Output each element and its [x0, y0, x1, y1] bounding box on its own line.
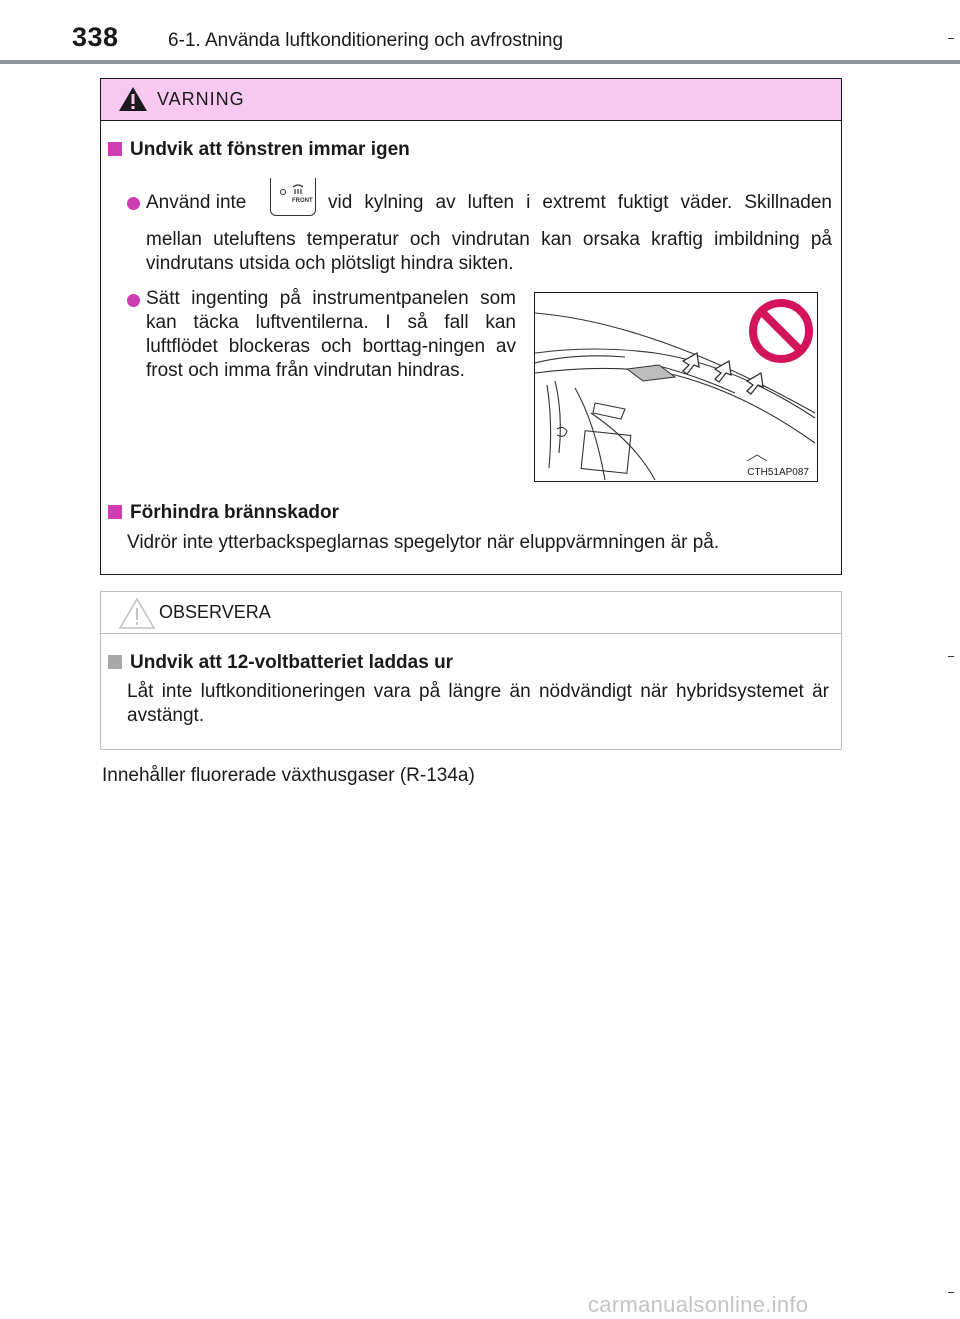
round-bullet-icon [127, 294, 140, 307]
svg-text:FRONT: FRONT [292, 198, 313, 204]
caution-triangle-icon [117, 596, 157, 630]
section-heading-fog: Undvik att fönstren immar igen [108, 139, 410, 161]
warning-triangle-icon [117, 85, 149, 113]
chapter-title: 6-1. Använda luftkonditionering och avfrostning [168, 30, 564, 51]
square-bullet-icon [108, 655, 122, 669]
square-bullet-icon [108, 505, 122, 519]
section-heading-battery: Undvik att 12-voltbatteriet laddas ur [108, 652, 453, 674]
page-header [0, 0, 960, 66]
crop-mark [948, 656, 954, 657]
crop-mark [948, 1292, 954, 1293]
bullet1-continuation: vid kylning av luften i extremt fuktigt väder. Skillnaden [328, 192, 832, 213]
front-defroster-button-icon [270, 178, 316, 216]
burns-body: Vidrör inte ytterbackspeglarnas spegelytor när eluppvärmningen är på. [127, 532, 720, 553]
crop-mark [948, 38, 954, 39]
warning-header [101, 79, 841, 121]
warning-title: VARNING [157, 89, 245, 109]
figure-code: CTH51AP087 [747, 467, 809, 478]
page-number: 338 [72, 22, 119, 52]
dashboard-vents-figure [535, 293, 816, 480]
notice-header [101, 592, 841, 634]
watermark: carmanualsonline.info [588, 1292, 809, 1317]
dashboard-illustration [534, 292, 818, 482]
bullet2-body: Sätt ingenting på instrumentpanelen som kan täcka luftventilerna. I så fall kan luftflödet blockeras och borttag-ningen av frost och imma från vindrutan hindras. [146, 288, 516, 381]
section-heading-burns: Förhindra brännskador [108, 502, 339, 524]
refrigerant-note: Innehåller fluorerade växthusgaser (R-134a) [102, 765, 475, 786]
header-rule [0, 60, 960, 64]
bullet1-lead: Använd inte [146, 192, 247, 213]
notice-title: OBSERVERA [159, 602, 271, 622]
round-bullet-icon [127, 197, 140, 210]
battery-body: Låt inte luftkonditioneringen vara på längre än nödvändigt när hybridsystemet är avstängt. [127, 681, 829, 726]
square-bullet-icon [108, 142, 122, 156]
bullet1-body: mellan uteluftens temperatur och vindrutan kan orsaka kraftig imbildning på vindrutans utsida och plötsligt hindra sikten. [146, 229, 832, 274]
